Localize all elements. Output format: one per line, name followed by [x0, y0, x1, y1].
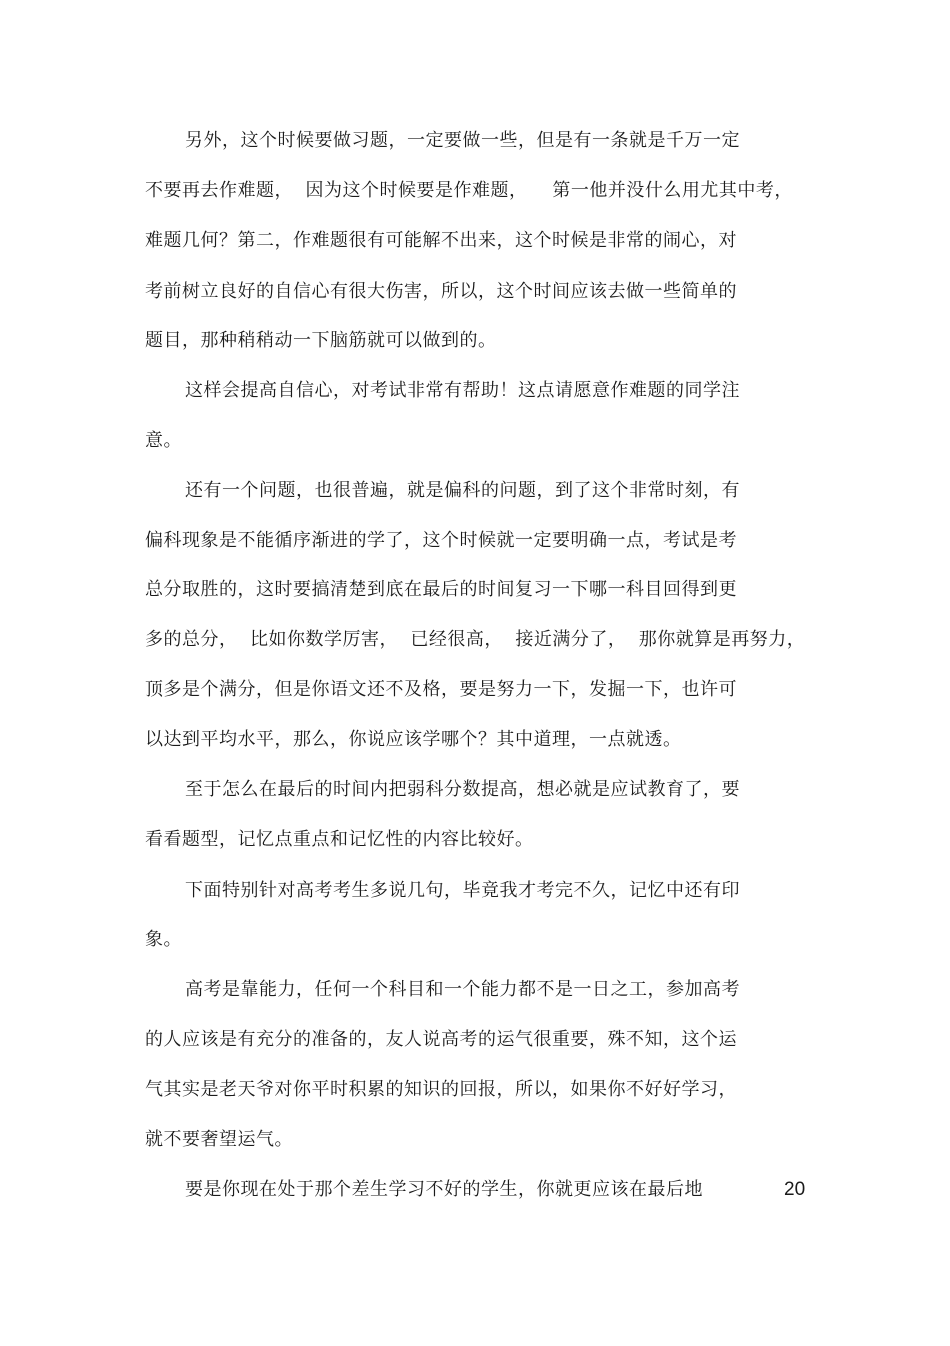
text-line: 高考是靠能力，任何一个科目和一个能力都不是一日之工，参加高考	[185, 979, 740, 1000]
text-line: 意。	[145, 430, 182, 451]
text-line: 下面特别针对高考考生多说几句，毕竟我才考完不久，记忆中还有印	[185, 880, 740, 901]
text-line: 顶多是个满分，但是你语文还不及格，要是努力一下，发掘一下，也许可	[145, 679, 737, 700]
text-line: 总分取胜的，这时要搞清楚到底在最后的时间复习一下哪一科目回得到更	[145, 579, 737, 600]
text-line: 要是你现在处于那个差生学习不好的学生，你就更应该在最后地	[185, 1179, 703, 1200]
text-line: 看看题型，记忆点重点和记忆性的内容比较好。	[145, 829, 534, 850]
text-line: 考前树立良好的自信心有很大伤害，所以，这个时间应该去做一些简单的	[145, 281, 737, 302]
text-line: 这样会提高自信心，对考试非常有帮助！这点请愿意作难题的同学注	[185, 380, 740, 401]
text-line: 的人应该是有充分的准备的，友人说高考的运气很重要，殊不知，这个运	[145, 1029, 737, 1050]
text-line: 象。	[145, 929, 182, 950]
text-line: 至于怎么在最后的时间内把弱科分数提高，想必就是应试教育了，要	[185, 779, 740, 800]
text-line: 多的总分， 比如你数学厉害， 已经很高， 接近满分了， 那你就算是再努力，	[145, 629, 806, 650]
text-line: 偏科现象是不能循序渐进的学了，这个时候就一定要明确一点，考试是考	[145, 530, 737, 551]
text-line: 另外，这个时候要做习题，一定要做一些，但是有一条就是千万一定	[185, 130, 740, 151]
text-line: 就不要奢望运气。	[145, 1129, 293, 1150]
text-line: 还有一个问题，也很普遍，就是偏科的问题，到了这个非常时刻，有	[185, 480, 740, 501]
text-line: 题目，那种稍稍动一下脑筋就可以做到的。	[145, 330, 497, 351]
text-line: 以达到平均水平，那么，你说应该学哪个？其中道理，一点就透。	[145, 729, 682, 750]
text-line: 气其实是老天爷对你平时积累的知识的回报，所以，如果你不好好学习，	[145, 1079, 737, 1100]
text-line: 难题几何？第二，作难题很有可能解不出来，这个时候是非常的闹心，对	[145, 230, 737, 251]
text-line: 不要再去作难题， 因为这个时候要是作难题， 第一他并没什么用尤其中考，	[145, 180, 793, 201]
page-number: 20	[784, 1179, 806, 1200]
